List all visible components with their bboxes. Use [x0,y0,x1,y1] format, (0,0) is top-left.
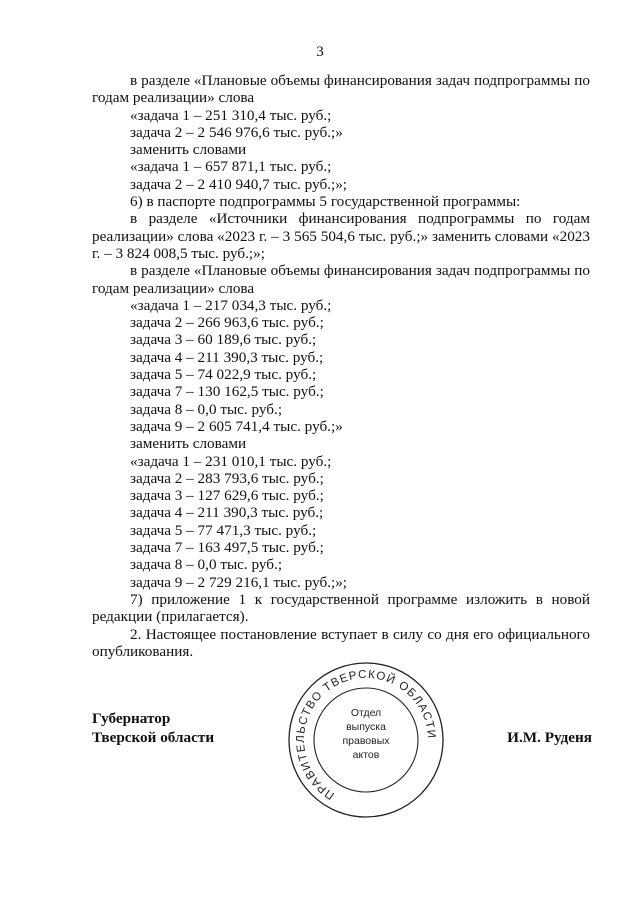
page-number: 3 [316,44,324,60]
list-item: задача 7 – 163 497,5 тыс. руб.; [130,539,324,557]
list-item: задача 9 – 2 729 216,1 тыс. руб.;»; [130,573,348,591]
list-item: задача 7 – 130 162,5 тыс. руб.; [130,383,324,401]
paragraph: в разделе «Плановые объемы финансирования задач подпрограммы по годам реализации» слова [92,262,590,297]
list-item: задача 2 – 2 546 976,6 тыс. руб.;» [130,123,343,141]
stamp-ring-text: ПРАВИТЕЛЬСТВО ТВЕРСКОЙ ОБЛАСТИ [294,668,438,802]
paragraph: заменить словами [130,141,247,159]
signatory-title [92,709,214,747]
signatory-title-line2: Тверской области [92,729,215,746]
stamp-center-text [286,706,446,762]
paragraph: в разделе «Источники финансирования подпрограммы по годам реализации» слова «2023 г. – 3 565 504,6 тыс. руб.;» заменить словами «2023 г. – 3 824 008,5 тыс. руб.;»; [92,210,590,262]
document-body [92,72,590,660]
stamp-line: выпуска [346,721,386,733]
paragraph: 6) в паспорте подпрограммы 5 государственной программы: [130,193,521,211]
list-item: задача 9 – 2 605 741,4 тыс. руб.;» [130,417,343,435]
list-item: задача 8 – 0,0 тыс. руб.; [130,400,283,418]
stamp-line: Отдел [350,707,382,719]
paragraph: в разделе «Плановые объемы финансирования задач подпрограммы по годам реализации» слова [92,72,590,107]
list-item: «задача 1 – 657 871,1 тыс. руб.; [130,158,332,176]
list-item: задача 5 – 77 471,3 тыс. руб.; [130,521,317,539]
list-item: «задача 1 – 251 310,4 тыс. руб.; [130,106,332,124]
stamp-line: актов [352,749,380,761]
list-item: задача 4 – 211 390,3 тыс. руб.; [130,504,324,522]
list-item: задача 5 – 74 022,9 тыс. руб.; [130,366,317,384]
list-item: «задача 1 – 217 034,3 тыс. руб.; [130,296,332,314]
paragraph: заменить словами [130,435,247,453]
stamp-line: правовых [342,735,390,747]
list-item: задача 2 – 266 963,6 тыс. руб.; [130,314,324,332]
list-item: задача 8 – 0,0 тыс. руб.; [130,556,283,574]
signatory-title-line1: Губернатор [92,710,171,727]
list-item: «задача 1 – 231 010,1 тыс. руб.; [130,452,332,470]
list-item: задача 4 – 211 390,3 тыс. руб.; [130,348,324,366]
paragraph: 2. Настоящее постановление вступает в силу со дня его официального опубликования. [92,625,590,660]
list-item: задача 3 – 127 629,6 тыс. руб.; [130,487,324,505]
official-stamp [286,660,446,820]
list-item: задача 2 – 2 410 940,7 тыс. руб.;»; [130,175,348,193]
paragraph: 7) приложение 1 к государственной программе изложить в новой редакции (прилагается). [92,590,590,626]
list-item: задача 3 – 60 189,6 тыс. руб.; [130,331,317,349]
list-item: задача 2 – 283 793,6 тыс. руб.; [130,469,324,487]
signatory-name: И.М. Руденя [507,729,592,746]
